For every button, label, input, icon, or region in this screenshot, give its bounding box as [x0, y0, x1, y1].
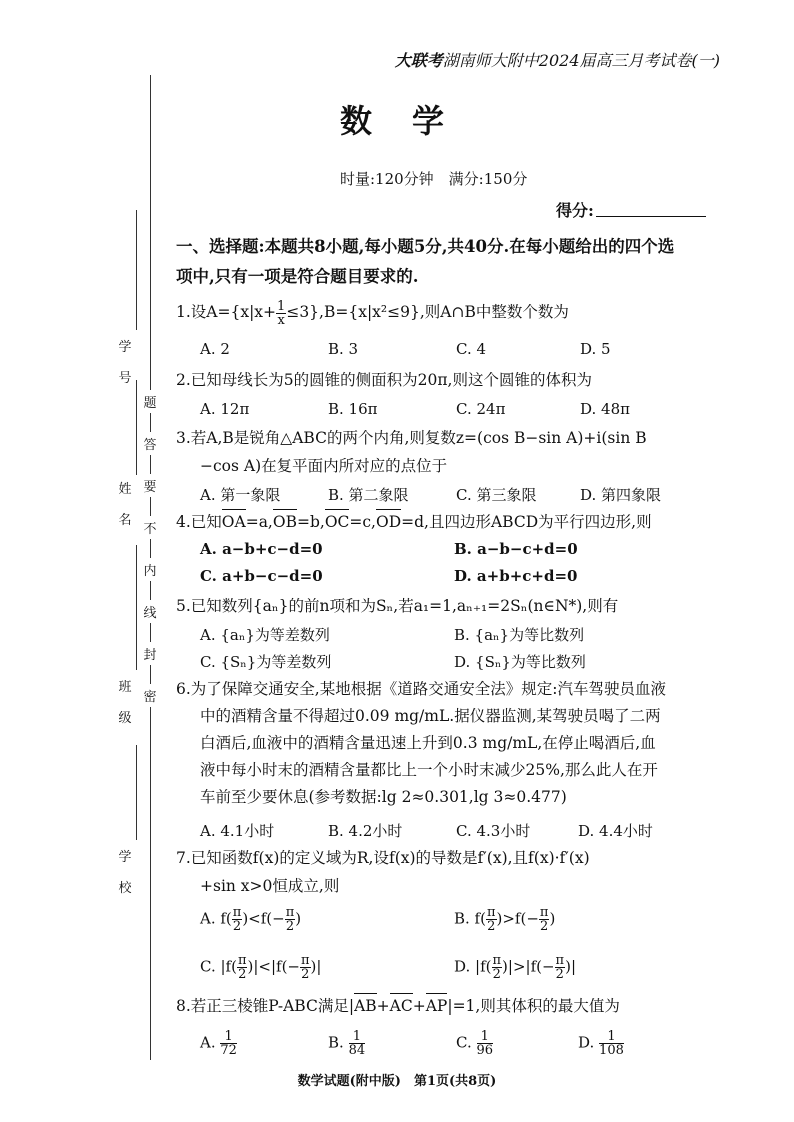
- school-line: [136, 745, 137, 840]
- section-heading: 一、选择题:本题共8小题,每小题5分,共40分.在每小题给出的四个选 项中,只有一项是符合题目要求的.: [176, 237, 675, 286]
- vector: OB: [273, 508, 297, 536]
- seal-char: 答: [143, 432, 156, 455]
- option-c[interactable]: C. 4: [456, 340, 487, 358]
- question-3: 3.若A,B是锐角△ABC的两个内角,则复数z=(cos B−sin A)+i(sin B −cos A)在复平面内所对应的点位于: [176, 429, 647, 475]
- option-d[interactable]: D. 5: [580, 340, 611, 358]
- vector: AC: [390, 992, 413, 1020]
- option-c[interactable]: C. a+b−c−d=0: [200, 567, 323, 585]
- brand-logo: 大联考: [394, 51, 443, 70]
- option-b[interactable]: B. 16π: [328, 400, 378, 418]
- seal-char: 密: [143, 684, 156, 707]
- class-line: [136, 545, 137, 670]
- vector: OC: [325, 508, 350, 536]
- seal-char: 线: [143, 600, 156, 623]
- name-label: 姓: [118, 482, 132, 497]
- seal-char: 封: [143, 642, 156, 665]
- question-5: 5.已知数列{aₙ}的前n项和为Sₙ,若a₁=1,aₙ₊₁=2Sₙ(n∈N*),则有: [176, 597, 619, 615]
- question-4: 4.已知OA=a,OB=b,OC=c,OD=d,且四边形ABCD为平行四边形,则: [176, 508, 716, 536]
- binding-margin: [0, 0, 170, 1122]
- score-input[interactable]: [596, 216, 706, 217]
- option-c[interactable]: C. 24π: [456, 400, 506, 418]
- option-a[interactable]: A. $\frac{1}{72}$: [200, 1029, 237, 1058]
- school-label: 学: [118, 850, 132, 865]
- option-b[interactable]: B. 4.2小时: [328, 822, 403, 840]
- vector: AB: [354, 992, 377, 1020]
- option-c[interactable]: C. {Sₙ}为等差数列: [200, 653, 332, 671]
- option-d[interactable]: D. {Sₙ}为等比数列: [454, 653, 586, 671]
- exam-header: [300, 48, 720, 71]
- option-b[interactable]: B. 3: [328, 340, 359, 358]
- exam-meta: 时量:120分钟 满分:150分: [340, 170, 528, 188]
- option-a[interactable]: A. 12π: [200, 400, 250, 418]
- question-7: 7.已知函数f(x)的定义域为R,设f(x)的导数是f′(x),且f(x)·f′(x) +sin x>0恒成立,则: [176, 849, 590, 895]
- option-a[interactable]: A. 第一象限: [200, 486, 281, 504]
- page-footer: 数学试题(附中版) 第1页(共8页): [297, 1074, 497, 1089]
- name-field[interactable]: 姓 名: [118, 482, 132, 529]
- fraction: $\frac{1}{x}$: [277, 298, 286, 328]
- subject-title: 数学: [340, 102, 485, 140]
- option-d[interactable]: D. a+b+c+d=0: [454, 567, 578, 585]
- school-field[interactable]: 学 校: [118, 850, 132, 897]
- option-d[interactable]: D. 第四象限: [580, 486, 662, 504]
- vector: OA: [222, 508, 246, 536]
- option-b[interactable]: B. $\frac{1}{84}$: [328, 1029, 366, 1058]
- question-2: 2.已知母线长为5的圆锥的侧面积为20π,则这个圆锥的体积为: [176, 371, 592, 389]
- option-d[interactable]: D. $\frac{1}{108}$: [578, 1029, 624, 1058]
- seal-char: 要: [143, 474, 156, 497]
- option-c[interactable]: C. 第三象限: [456, 486, 537, 504]
- option-b[interactable]: B. {aₙ}为等比数列: [454, 626, 585, 644]
- question-1: 1.设A={x|x+ $\frac{1}{x}$ ≤3},B={x|x²≤9},则A∩B中整数个数为: [176, 298, 569, 328]
- seal-char: 题: [143, 390, 156, 413]
- seal-char: 不: [143, 516, 156, 539]
- option-c[interactable]: C. 4.3小时: [456, 822, 531, 840]
- name-line: [136, 380, 137, 475]
- option-b[interactable]: B. 第二象限: [328, 486, 409, 504]
- option-a[interactable]: A. a−b+c−d=0: [200, 540, 323, 558]
- student-id-field[interactable]: 学 号: [118, 340, 132, 387]
- option-a[interactable]: A. f( $\frac{\pi}{2}$ )<f(− $\frac{\pi}{2}$ ): [200, 905, 302, 934]
- option-d[interactable]: D. 4.4小时: [578, 822, 653, 840]
- student-id-label: 学: [118, 340, 132, 355]
- vector: OD: [376, 508, 401, 536]
- option-a[interactable]: A. {aₙ}为等差数列: [200, 626, 330, 644]
- option-c[interactable]: C. |f( $\frac{\pi}{2}$ )|<|f(− $\frac{\pi}{2}$ )|: [200, 953, 322, 982]
- option-b[interactable]: B. a−b−c+d=0: [454, 540, 578, 558]
- class-field[interactable]: 班 级: [118, 680, 132, 727]
- option-d[interactable]: D. |f( $\frac{\pi}{2}$ )|>|f(− $\frac{\pi}{2}$ )|: [454, 953, 576, 982]
- option-d[interactable]: D. 48π: [580, 400, 630, 418]
- option-c[interactable]: C. $\frac{1}{96}$: [456, 1029, 494, 1058]
- question-8: 8.若正三棱锥P-ABC满足|AB+AC+AP|=1,则其体积的最大值为: [176, 992, 716, 1020]
- exam-title: 湖南师大附中2024届高三月考试卷(一): [442, 51, 720, 70]
- seal-char: 内: [143, 558, 156, 581]
- score-label: 得分:: [556, 201, 594, 220]
- student-id-line: [136, 210, 137, 330]
- option-a[interactable]: A. 2: [200, 340, 230, 358]
- option-b[interactable]: B. f( $\frac{\pi}{2}$ )>f(− $\frac{\pi}{2}$ ): [454, 905, 556, 934]
- question-6: 6.为了保障交通安全,某地根据《道路交通安全法》规定:汽车驾驶员血液 中的酒精含量不得超过0.09 mg/mL.据仪器监测,某驾驶员喝了二两 白酒后,血液中的酒精含量迅速上升到0.3 mg/mL,在停止喝酒后,血 液中每小时末的酒精含量都比上一个小时末减少25%,那么此人在开 车前至少要休息(参考数据:lg 2≈0.301,lg 3≈0.477): [176, 680, 666, 806]
- vector: AP: [426, 992, 448, 1020]
- class-label: 班: [118, 680, 132, 695]
- option-a[interactable]: A. 4.1小时: [200, 822, 275, 840]
